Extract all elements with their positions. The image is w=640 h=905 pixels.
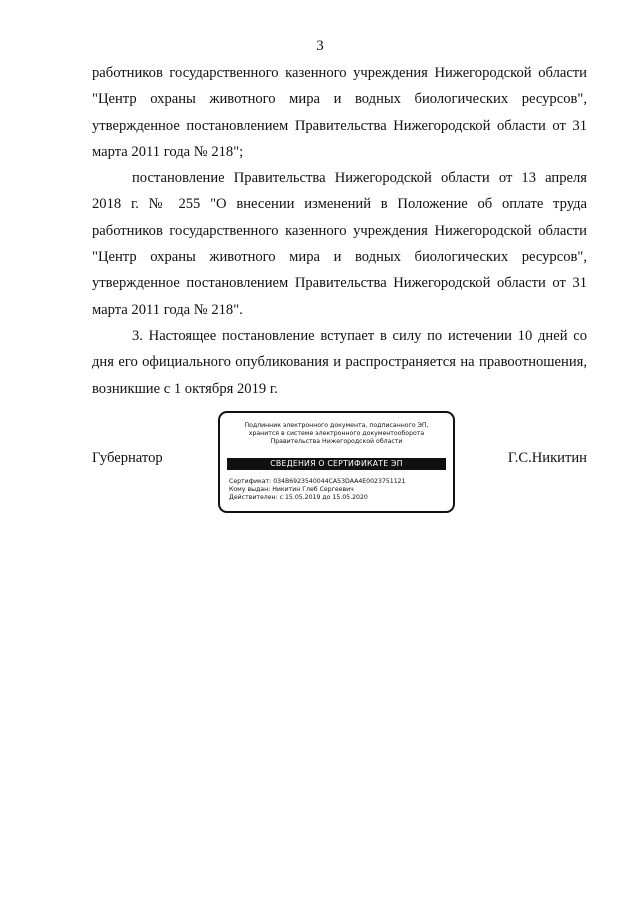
stamp-details [229,478,406,502]
signer-name: Г.С.Никитин [507,450,587,466]
document-body [92,60,587,402]
stamp-valid-label: Действителен: [229,494,278,501]
signer-position: Губернатор [92,450,163,466]
page-number: 3 [316,38,324,54]
stamp-issued-to-value: Никитин Глеб Сергеевич [272,486,354,493]
stamp-valid-value: с 15.05.2019 до 15.05.2020 [279,494,368,501]
stamp-valid-row [229,494,406,502]
stamp-issued-to-label: Кому выдан: [229,486,271,493]
stamp-certificate-value: 034B6923540044CA53DAA4E0023751121 [273,478,406,485]
stamp-certificate-label: Сертификат: [229,478,272,485]
stamp-certificate-row [229,478,406,486]
stamp-header: Подлинник электронного документа, подписанного ЭП, хранится в системе электронного документооборота Правительства Нижегородской области [244,422,429,445]
electronic-signature-stamp [218,411,455,513]
paragraph-2: постановление Правительства Нижегородской области от 13 апреля 2018 г. № 255 "О внесении изменений в Положение об оплате труда работников государственного казенного учреждения Нижегородской области "Центр охраны животного мира и водных биологических ресурсов", утвержденное постановлением Правительства Нижегородской области от 31 марта 2011 года № 218". [92,170,587,318]
paragraph-3: 3. Настоящее постановление вступает в силу по истечении 10 дней со дня его официального опубликования и распространяется на правоотношения, возникшие с 1 октября 2019 г. [92,327,587,397]
paragraph-1: работников государственного казенного учреждения Нижегородской области "Центр охраны животного мира и водных биологических ресурсов", утвержденное постановлением Правительства Нижегородской области от 31 марта 2011 года № 218"; [92,65,587,160]
stamp-issued-to-row [229,486,406,494]
stamp-banner: СВЕДЕНИЯ О СЕРТИФИКАТЕ ЭП [227,458,446,470]
